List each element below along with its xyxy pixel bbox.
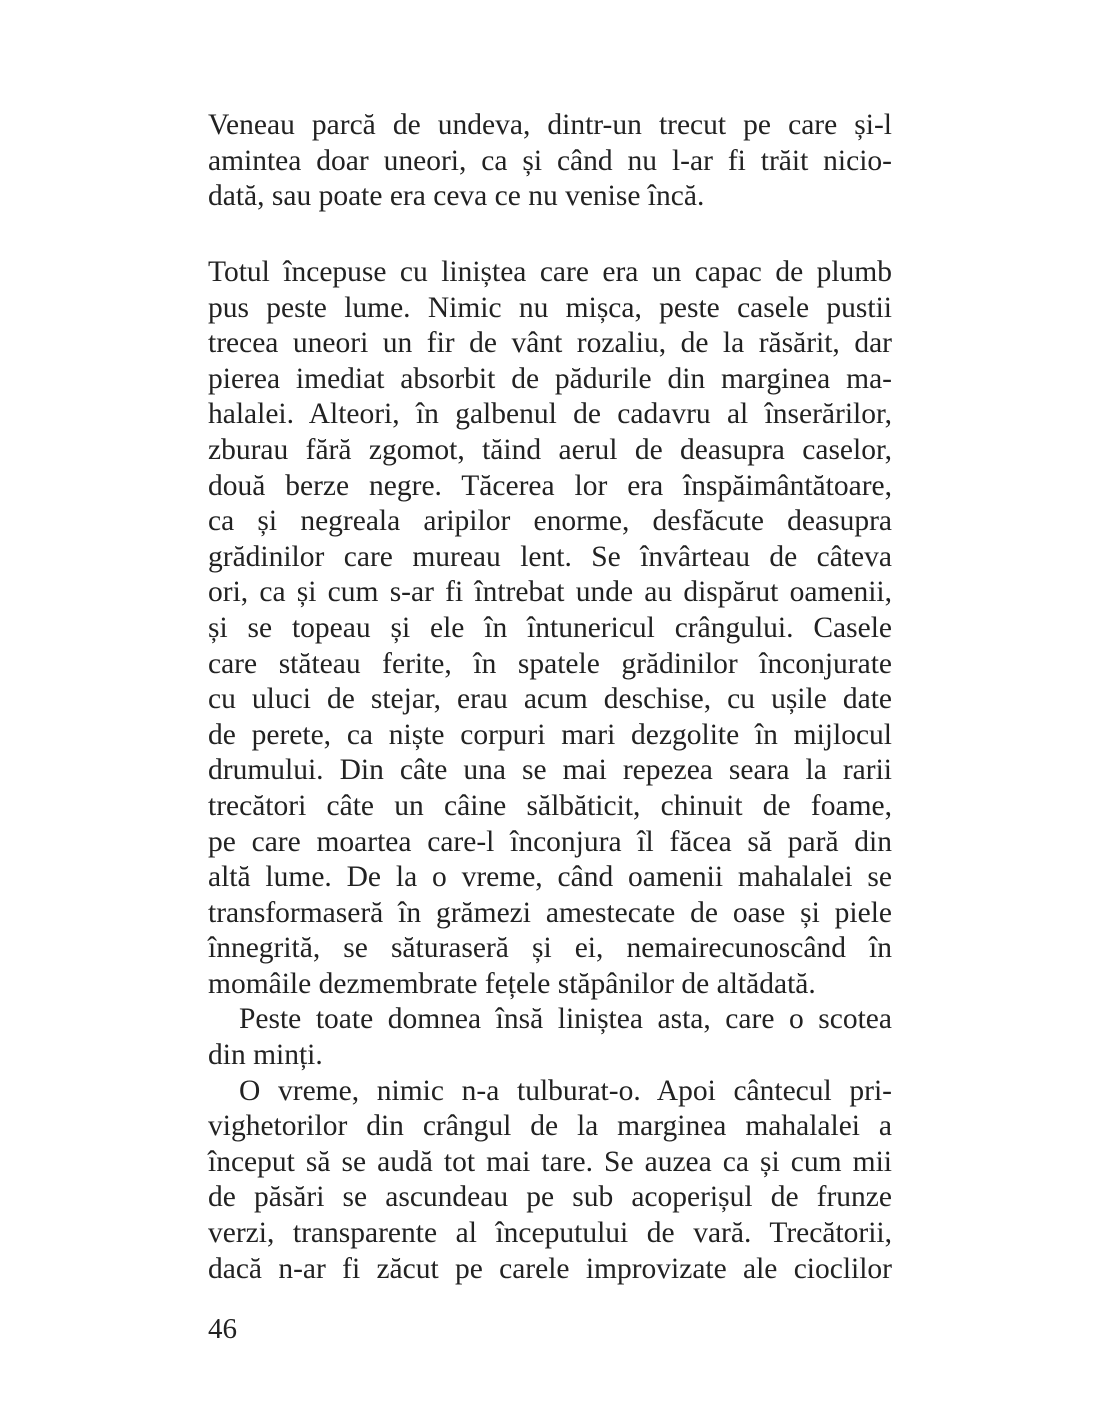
- text-line: verzi, transparente al începutului de vară. Trecătorii,: [208, 1217, 892, 1250]
- text-line: amintea doar uneori, ca și când nu l-ar fi trăit nicio-: [208, 144, 892, 177]
- text-line: de perete, ca niște corpuri mari dezgolite în mijlocul: [208, 718, 892, 751]
- text-line: de păsări se ascundeau pe sub acoperișul de frunze: [208, 1181, 892, 1214]
- text-line: dacă n-ar fi zăcut pe carele improvizate ale cioclilor: [208, 1252, 892, 1285]
- text-line: început să se audă tot mai tare. Se auzea ca și cum mii: [208, 1145, 892, 1178]
- text-line: altă lume. De la o vreme, când oamenii mahalalei se: [208, 861, 892, 894]
- text-line: ori, ca și cum s-ar fi întrebat unde au dispărut oamenii,: [208, 576, 892, 609]
- text-line: O vreme, nimic n-a tulburat-o. Apoi cântecul pri-: [239, 1074, 892, 1107]
- text-line: trecea uneori un fir de vânt rozaliu, de la răsărit, dar: [208, 327, 892, 360]
- text-line: grădinilor care mureau lent. Se învârteau de câteva: [208, 540, 892, 573]
- text-line: pe care moartea care-l înconjura îl făcea să pară din: [208, 825, 892, 858]
- text-line: două berze negre. Tăcerea lor era înspăimântătoare,: [208, 469, 892, 502]
- text-line: înnegrită, se săturaseră și ei, nemairecunoscând în: [208, 932, 892, 965]
- paragraph-1: [208, 108, 892, 215]
- text-line: ca și negreala aripilor enorme, desfăcute deasupra: [208, 505, 892, 538]
- text-line: și se topeau și ele în întunericul crângului. Casele: [208, 611, 892, 644]
- paragraph-3: [208, 1002, 892, 1073]
- text-line: care stăteau ferite, în spatele grădinilor înconjurate: [208, 647, 892, 680]
- main-text: [208, 255, 892, 1287]
- paragraph-2: [208, 255, 892, 1002]
- text-line: Peste toate domnea însă liniștea asta, care o scotea: [239, 1003, 892, 1036]
- text-line: Veneau parcă de undeva, dintr-un trecut pe care și-l: [208, 109, 892, 141]
- paragraph-4: [208, 1074, 892, 1288]
- text-line: trecători câte un câine sălbăticit, chinuit de foame,: [208, 789, 892, 822]
- text-line: pierea imediat absorbit de pădurile din marginea ma-: [208, 362, 892, 395]
- text-line: vighetorilor din crângul de la marginea mahalalei a: [208, 1110, 892, 1143]
- text-line: drumului. Din câte una se mai repezea seara la rarii: [208, 754, 892, 787]
- page-number: 46: [208, 1313, 237, 1345]
- text-line: din minți.: [208, 1039, 323, 1072]
- text-line: Totul începuse cu liniștea care era un capac de plumb: [208, 256, 892, 288]
- text-line: momâile dezmembrate fețele stăpânilor de altădată.: [208, 967, 816, 1000]
- text-line: cu uluci de stejar, erau acum deschise, cu ușile date: [208, 683, 892, 716]
- text-line: pus peste lume. Nimic nu mișca, peste casele pustii: [208, 291, 892, 324]
- text-line: transformaseră în grămezi amestecate de oase și piele: [208, 896, 892, 929]
- text-line: dată, sau poate era ceva ce nu venise încă.: [208, 180, 705, 213]
- text-line: halalei. Alteori, în galbenul de cadavru al înserărilor,: [208, 398, 892, 431]
- text-line: zburau fără zgomot, tăind aerul de deasupra caselor,: [208, 433, 892, 466]
